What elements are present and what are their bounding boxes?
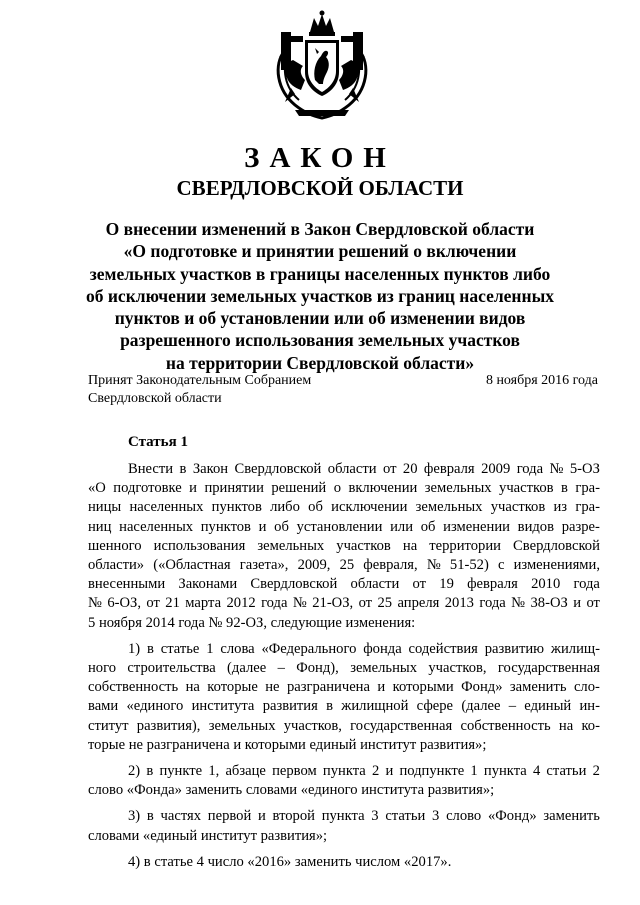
text-line: 4) в статье 4 число «2016» заменить числом «2017». bbox=[128, 853, 452, 870]
text-line: собственность на которые не разграничена и которыми Фонд» заменить сло- bbox=[88, 679, 600, 696]
text-line: слово «Фонда» заменить словами «единого института развития»; bbox=[88, 782, 495, 799]
subject-line: «О подготовке и принятии решений о включении bbox=[123, 241, 517, 262]
text-line: внесенными Законами Свердловской области от 19 февраля 2010 года bbox=[88, 576, 600, 593]
adoption-note bbox=[88, 372, 311, 408]
adoption-date: 8 ноября 2016 года bbox=[485, 373, 598, 388]
adoption-line: Свердловской области bbox=[88, 391, 222, 406]
paragraph-item-4 bbox=[88, 853, 600, 872]
law-title: ЗАКОН bbox=[244, 142, 396, 174]
text-line: области» («Областная газета», 2009, 25 февраля, № 51-52) с изменениями, bbox=[88, 557, 600, 574]
text-line: 1) в статье 1 слова «Федерального фонда содействия развитию жилищ- bbox=[128, 640, 600, 657]
subject-line: на территории Свердловской области» bbox=[165, 352, 475, 373]
text-line: ниц населенных пунктов и об установлении или об изменении видов разре- bbox=[88, 518, 600, 535]
subject-line: об исключении земельных участков из границ населенных bbox=[85, 285, 555, 306]
subject-line: разрешенного использования земельных участков bbox=[120, 330, 520, 351]
text-line: № 6-ОЗ, от 21 марта 2012 года № 21-ОЗ, от 25 апреля 2013 года № 38-ОЗ и от bbox=[88, 595, 600, 612]
crown-icon bbox=[309, 11, 335, 37]
text-line: 2) в пункте 1, абзаце первом пункта 2 и подпункте 1 пункта 4 статьи 2 bbox=[128, 763, 600, 780]
text-line: ного строительства (далее – Фонд), земельных участков, государственная bbox=[88, 660, 600, 677]
paragraph-item-3 bbox=[88, 807, 600, 845]
article-heading: Статья 1 bbox=[128, 434, 188, 450]
paragraph-intro bbox=[88, 460, 600, 633]
text-line: вами «единого института развития в жилищной сфере (далее – единый ин- bbox=[88, 698, 600, 715]
region-title: СВЕРДЛОВСКОЙ ОБЛАСТИ bbox=[176, 176, 464, 200]
text-line: шенного использования земельных участков на территории Свердловской bbox=[88, 537, 600, 554]
text-line: словами «единый институт развития»; bbox=[88, 827, 328, 844]
shield-icon bbox=[305, 40, 339, 96]
text-line: торые не разграничена и которыми единый институт развития»; bbox=[88, 736, 487, 753]
paragraph-item-1 bbox=[88, 640, 600, 755]
text-line: ницы населенных пунктов либо об исключении земельных участков из гра- bbox=[88, 499, 600, 516]
text-line: ститут развития), земельных участков, государственная собственность на ко- bbox=[88, 717, 600, 734]
paragraph-item-2 bbox=[88, 762, 600, 800]
coat-of-arms-emblem bbox=[265, 10, 379, 122]
text-line: Внести в Закон Свердловской области от 20 февраля 2009 года № 5-ОЗ bbox=[128, 461, 600, 477]
text-line: 5 ноября 2014 года № 92-ОЗ, следующие изменения: bbox=[88, 614, 416, 631]
text-line: 3) в частях первой и второй пункта 3 статьи 3 слово «Фонд» заменить bbox=[128, 808, 600, 825]
article-body bbox=[88, 460, 600, 879]
adoption-line: Принят Законодательным Собранием bbox=[88, 373, 312, 388]
subject-line: О внесении изменений в Закон Свердловской области bbox=[105, 219, 535, 239]
subject-line: земельных участков в границы населенных пунктов либо bbox=[89, 263, 551, 284]
text-line: «О подготовке и принятии решений о включении земельных участков в гра- bbox=[88, 480, 600, 497]
subject-line: пунктов и об установлении или об изменении видов bbox=[114, 308, 526, 329]
law-subject-title bbox=[70, 218, 570, 374]
